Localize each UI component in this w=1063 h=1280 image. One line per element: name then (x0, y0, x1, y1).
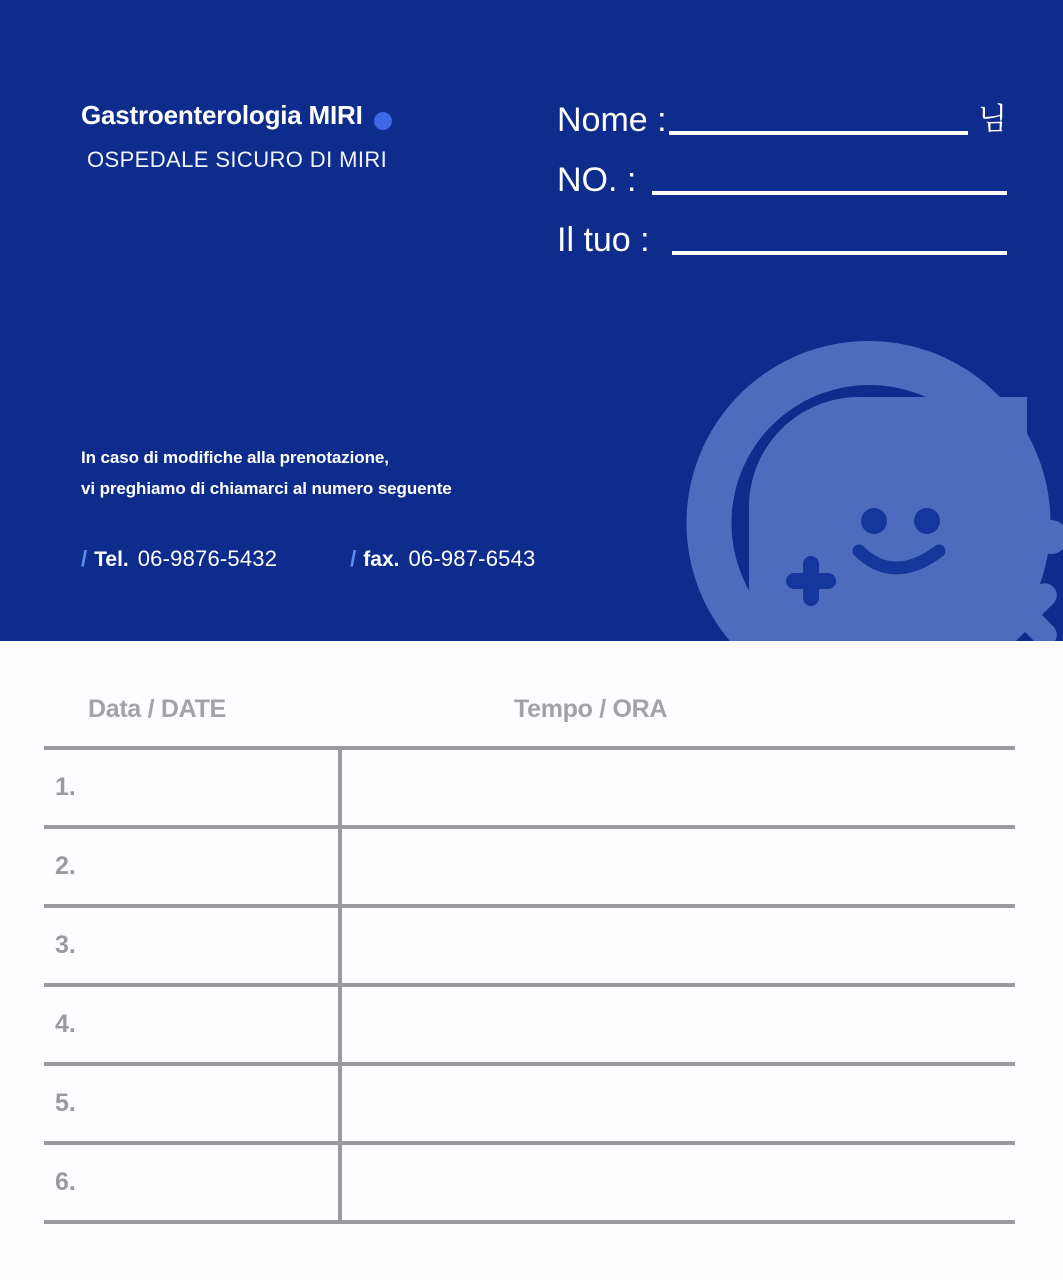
table-row (44, 987, 1015, 1066)
brand-dot-icon (374, 112, 392, 130)
row-date-cell[interactable] (44, 987, 342, 1062)
row-date-cell[interactable] (44, 1066, 342, 1141)
appointment-table (44, 672, 1015, 1224)
page-title: Gastroenterologia MIRI (81, 100, 363, 130)
column-header-date: Data / DATE (88, 694, 226, 723)
slash-icon: / (81, 546, 88, 571)
field-row-iltuo (557, 208, 1007, 260)
name-input[interactable] (669, 131, 968, 135)
field-label-iltuo: Il tuo : (557, 221, 650, 259)
contact-tel (81, 546, 277, 572)
row-date-cell[interactable] (44, 1145, 342, 1220)
brand-title-row (81, 100, 392, 131)
field-row-number (557, 148, 1007, 200)
row-time-cell[interactable] (342, 987, 1015, 1062)
smiling-face-ring-watermark-icon (669, 323, 1063, 641)
patient-fields (557, 88, 1007, 260)
row-date-cell[interactable] (44, 750, 342, 825)
field-label-nome: Nome : (557, 101, 667, 139)
note-line-1: In caso di modifiche alla prenotazione, (81, 448, 389, 467)
row-time-cell[interactable] (342, 829, 1015, 904)
table-row (44, 1066, 1015, 1145)
table-row (44, 1145, 1015, 1224)
contact-block (81, 546, 535, 572)
field-row-nome (557, 88, 1007, 140)
row-number: 5. (55, 1089, 76, 1117)
table-header-row (44, 672, 1015, 746)
table-grid (44, 746, 1015, 1224)
honorific-suffix: 님 (978, 103, 1007, 136)
table-row (44, 829, 1015, 908)
slash-icon: / (350, 546, 357, 571)
contact-fax-value: 06-987-6543 (408, 546, 536, 571)
note-line-2: vi preghiamo di chiamarci al numero seguente (81, 479, 452, 499)
row-time-cell[interactable] (342, 1145, 1015, 1220)
row-time-cell[interactable] (342, 908, 1015, 983)
iltuo-input[interactable] (672, 251, 1007, 255)
reschedule-note (81, 442, 452, 505)
table-row (44, 750, 1015, 829)
row-date-cell[interactable] (44, 829, 342, 904)
contact-tel-label: Tel. (94, 548, 129, 571)
number-input[interactable] (652, 191, 1007, 195)
table-row (44, 908, 1015, 987)
column-header-time: Tempo / ORA (514, 694, 668, 723)
contact-fax (350, 546, 535, 572)
row-number: 2. (55, 852, 76, 880)
row-time-cell[interactable] (342, 1066, 1015, 1141)
row-number: 3. (55, 931, 76, 959)
field-label-number: NO. : (557, 161, 637, 199)
brand-subtitle: OSPEDALE SICURO DI MIRI (87, 147, 388, 172)
contact-fax-label: fax. (363, 548, 400, 571)
brand-block (81, 100, 392, 173)
row-number: 6. (55, 1168, 76, 1196)
row-date-cell[interactable] (44, 908, 342, 983)
row-time-cell[interactable] (342, 750, 1015, 825)
row-number: 4. (55, 1010, 76, 1038)
row-number: 1. (55, 773, 76, 801)
contact-tel-value: 06-9876-5432 (137, 546, 278, 571)
